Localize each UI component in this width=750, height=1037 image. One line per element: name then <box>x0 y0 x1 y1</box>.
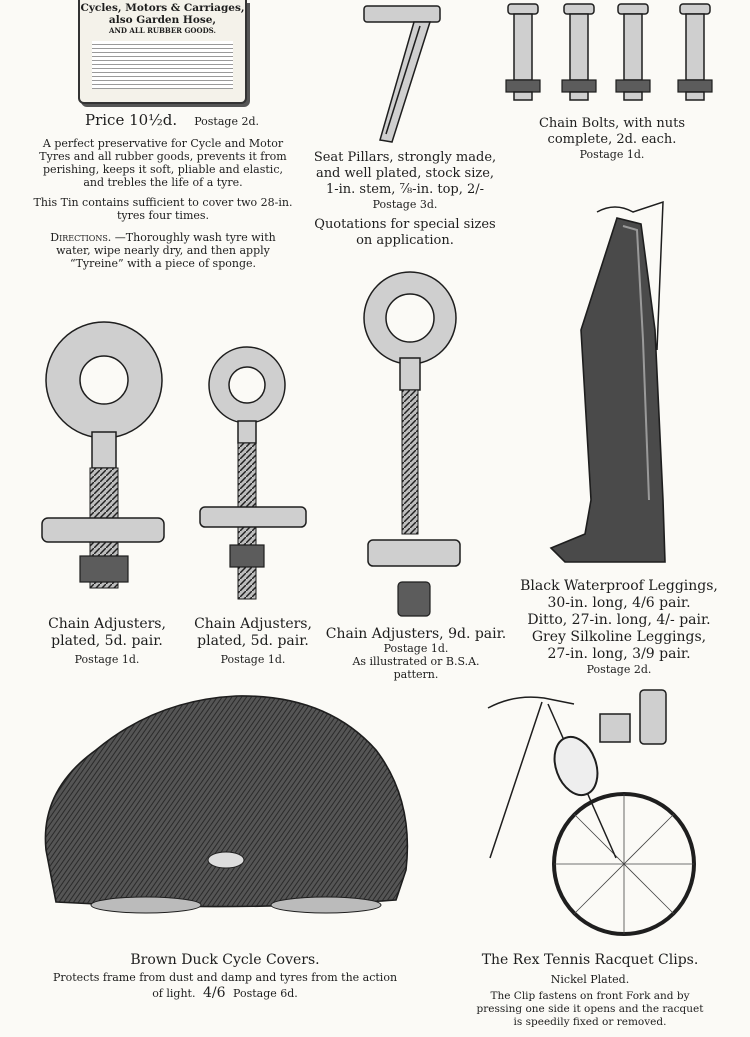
tyreine-postage: Postage 2d. <box>194 115 259 128</box>
adjuster-c-note1: As illustrated or B.S.A. <box>352 655 480 668</box>
seat-pillar-line2: and well plated, stock size, <box>315 166 495 181</box>
chain-adjuster-small-illustration <box>198 345 310 605</box>
adjuster-b-line1: Chain Adjusters, <box>194 616 312 632</box>
chain-adjuster-large-illustration <box>40 320 170 610</box>
seat-pillar-quote2: on application. <box>356 233 454 248</box>
seat-pillar-line1: Seat Pillars, strongly made, <box>313 150 497 165</box>
cover-price: 4/6 <box>202 985 226 1001</box>
directions-text: —Thoroughly wash tyre with water, wipe nearly dry, and then apply “Tyreine” with a piece of sponge. <box>56 231 276 270</box>
tyreine-coverage: This Tin contains sufficient to cover two 28-in. tyres four times. <box>33 196 293 222</box>
chain-adjuster-bsa-illustration <box>362 270 466 626</box>
adjuster-c-postage: Postage 1d. <box>383 642 449 655</box>
tyreine-description: A perfect preservative for Cycle and Motor Tyres and all rubber goods, prevents it from perishing, keeps it soft, pliable and elastic, and trebles the life of a tyre. <box>39 137 287 189</box>
racquet-title: The Rex Tennis Racquet Clips. <box>481 952 699 968</box>
leggings-line3: Ditto, 27-in. long, 4/- pair. <box>527 612 711 628</box>
adjuster-b-line2: plated, 5d. pair. <box>197 633 309 649</box>
cycle-cover-illustration <box>36 690 416 922</box>
racquet-line2: pressing one side it opens and the racquet <box>476 1003 704 1015</box>
seat-pillar-illustration <box>360 4 450 144</box>
directions-label: Directions. <box>50 231 112 244</box>
racquet-clip-bicycle-illustration <box>484 688 704 944</box>
leggings-line2: 30-in. long, 4/6 pair. <box>547 595 691 611</box>
cover-postage: Postage 6d. <box>233 987 298 1000</box>
tyreine-tin <box>78 0 247 104</box>
tin-fine-print <box>92 41 233 89</box>
leggings-line1: Black Waterproof Leggings, <box>520 578 718 594</box>
leggings-line4: Grey Silkoline Leggings, <box>531 629 707 645</box>
chain-bolts-postage: Postage 1d. <box>579 148 645 161</box>
cover-line1: Protects frame from dust and damp and tyres from the action <box>52 971 398 984</box>
cover-title: Brown Duck Cycle Covers. <box>130 952 320 968</box>
adjuster-a-postage: Postage 1d. <box>74 653 140 666</box>
chain-bolts-line1: Chain Bolts, with nuts <box>538 116 686 131</box>
adjuster-c-note2: pattern. <box>393 668 439 681</box>
seat-pillar-line3: 1-in. stem, ⅞-in. top, 2/- <box>325 182 485 197</box>
leggings-postage: Postage 2d. <box>586 663 652 676</box>
seat-pillar-quote1: Quotations for special sizes <box>314 217 496 232</box>
racquet-line1: The Clip fastens on front Fork and by <box>490 990 690 1002</box>
chain-bolts-line2: complete, 2d. each. <box>547 132 677 147</box>
seat-pillar-postage: Postage 3d. <box>372 198 438 211</box>
adjuster-a-line2: plated, 5d. pair. <box>51 633 163 649</box>
adjuster-b-postage: Postage 1d. <box>220 653 286 666</box>
chain-bolts-illustration <box>500 4 720 108</box>
adjuster-c-line1: Chain Adjusters, 9d. pair. <box>325 626 507 642</box>
cover-line2: of light. <box>152 987 196 1000</box>
tin-label-1: Cycles, Motors & Carriages, <box>80 2 245 14</box>
tin-label-3: AND ALL RUBBER GOODS. <box>109 26 216 35</box>
adjuster-a-line1: Chain Adjusters, <box>48 616 166 632</box>
tyreine-price: Price 10½d. <box>85 111 178 129</box>
waterproof-legging-illustration <box>545 200 685 572</box>
racquet-subtitle: Nickel Plated. <box>550 973 630 986</box>
tin-label-2: also Garden Hose, <box>108 14 217 26</box>
leggings-line5: 27-in. long, 3/9 pair. <box>547 646 691 662</box>
racquet-line3: is speedily fixed or removed. <box>513 1016 667 1028</box>
